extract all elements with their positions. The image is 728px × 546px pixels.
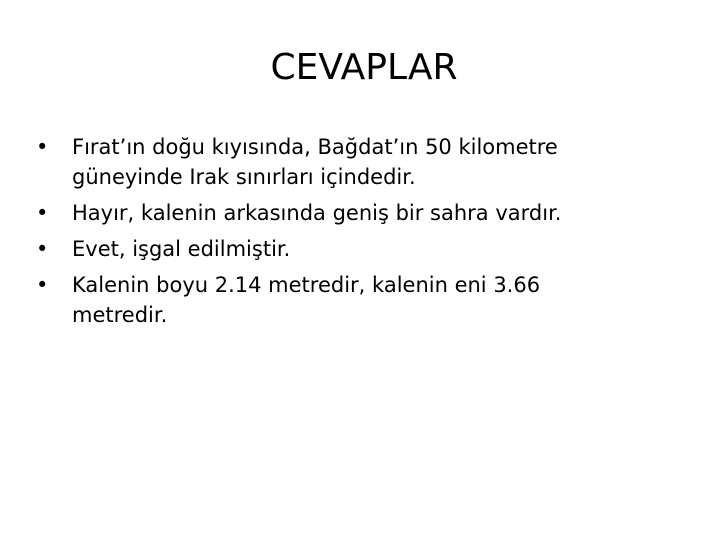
list-item <box>36 234 636 264</box>
answer-text: Fırat’ın doğu kıyısında, Bağdat’ın 50 kilometre güneyinde Irak sınırları içindedir. <box>72 135 558 189</box>
answer-text: Evet, işgal edilmiştir. <box>72 237 291 261</box>
slide-title: CEVAPLAR <box>270 47 458 88</box>
list-item <box>36 198 636 228</box>
answer-text: Hayır, kalenin arkasında geniş bir sahra vardır. <box>72 201 562 225</box>
bullet-icon: • <box>36 273 49 297</box>
bullet-icon: • <box>36 237 49 261</box>
bullet-icon: • <box>36 135 49 159</box>
answer-list <box>36 132 636 336</box>
bullet-icon: • <box>36 201 49 225</box>
list-item <box>36 132 636 192</box>
list-item <box>36 270 636 330</box>
answer-text: Kalenin boyu 2.14 metredir, kalenin eni 3.66 metredir. <box>72 273 541 327</box>
